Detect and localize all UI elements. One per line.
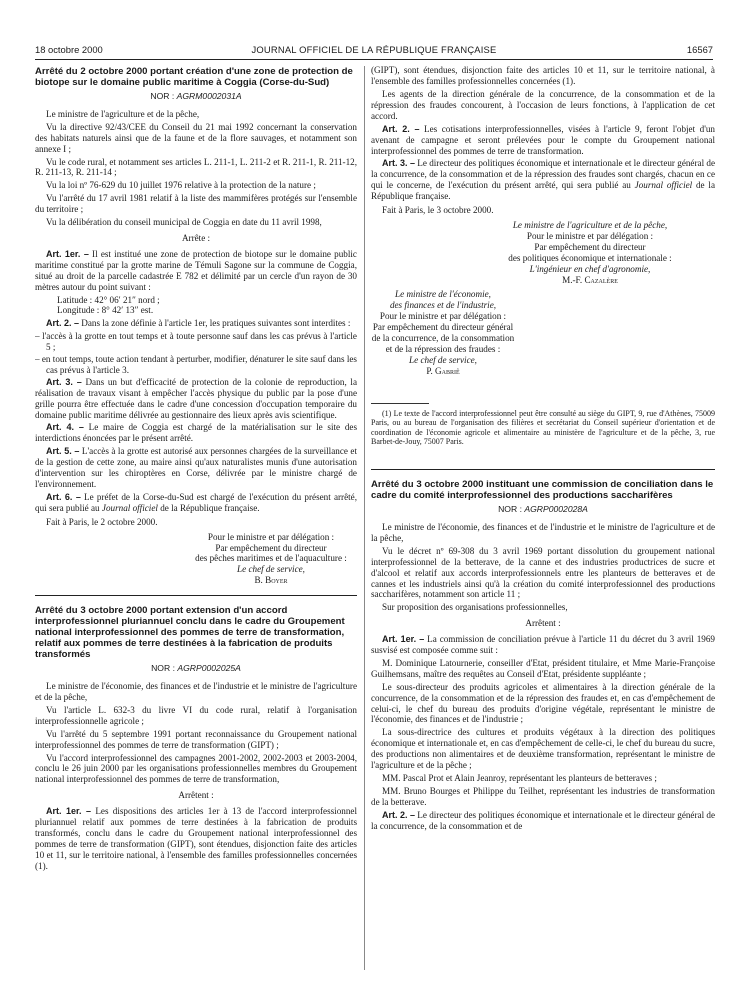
member-paragraph: MM. Bruno Bourges et Philippe du Teilhet, représentant les industries de transformation de la betterave. bbox=[371, 785, 715, 807]
article-1-continuation: (GIPT), sont étendues, disjonction faite des articles 10 et 11, sur le territoire national, à l'ensemble des familles professionnelles concernées (1). bbox=[371, 66, 715, 87]
list-item: – l'accès à la grotte en tout temps et à toute personne sauf dans les cas prévus à l'article 5 ; bbox=[35, 331, 357, 353]
article-3: Art. 3. – Dans un but d'efficacité de protection de la colonie de reproduction, la réalisation de travaux visant à empêcher l'accès physique du public par la pose d'une grille pourra être effectuée dans le cadre d'une concession d'occupation temporaire du domaine public maritime délivrée au gestionnaire des lieux après avis scientifique. bbox=[35, 376, 357, 420]
member-paragraph: La sous-directrice des cultures et produits végétaux à la direction des politiques économique et internationale et, en cas d'empêchement de celle-ci, le chef du bureau du sucre, des productions non alimentaires et de deuxième transformation, représentant le ministre de l'agriculture et de la pêche ; bbox=[371, 727, 715, 771]
longitude: Longitude : 8° 42′ 13″ est. bbox=[57, 305, 154, 316]
arrete-heading: Arrêtent : bbox=[178, 790, 214, 801]
arrete-heading: Arrêtent : bbox=[525, 618, 561, 629]
member-paragraph: M. Dominique Latournerie, conseiller d'Etat, président titulaire, et Mme Marie-Françoise Guilhemsans, maître des requêtes au Conseil d'Etat, présidente suppléante ; bbox=[371, 657, 715, 679]
signature-block-agriculture: Le ministre de l'agriculture et de la pêche, Pour le ministre et par délégation : Par empêchement du directeur des politiques économique et internationale : L'ingénieur en chef d'agronomie, M.-F. Cazalère bbox=[508, 220, 672, 285]
footnote: (1) Le texte de l'accord interprofessionnel peut être consulté au siège du GIPT, 9, rue d'Athènes, 75009 Paris, ou au bureau de l'organisation des filières et secrétariat du Conseil supérieur d'orientation et de coordination de l'économie agricole et alimentaire au ministère de l'agriculture et de la pêche, 3, rue Barbet-de-Jouy, 75007 Paris. bbox=[371, 408, 715, 447]
arrete-title: Arrêté du 3 octobre 2000 instituant une commission de conciliation dans le cadre du comité interprofessionnel des productions saccharifères bbox=[371, 479, 714, 502]
visa: Vu l'arrêté du 17 avril 1981 relatif à la liste des mammifères protégés sur l'ensemble du territoire ; bbox=[35, 193, 357, 215]
header-rule bbox=[35, 59, 713, 60]
visa: Le ministre de l'économie, des finances et de l'industrie et le ministre de l'agriculture et de la pêche, bbox=[371, 521, 715, 543]
article-2: Art. 2. – Le directeur des politiques économique et internationale et le directeur général de la concurrence, de la consommation et de bbox=[371, 809, 715, 831]
visa: Le ministre de l'économie, des finances et de l'industrie et le ministre de l'agriculture et de la pêche, bbox=[35, 681, 357, 702]
visa: Vu le code rural, et notamment ses articles L. 211-1, L. 211-2 et R. 211-1, R. 211-12, R. 211-13, R. 211-14 ; bbox=[35, 156, 357, 178]
member-paragraph: Le sous-directeur des produits agricoles et alimentaires à la direction générale de la concurrence, de la consommation et de la répression des fraudes et, en cas d'empêchement de celui-ci, le chef du bureau des produits d'origine végétale, représentant le ministre de l'économie, des finances et de l'industrie ; bbox=[371, 681, 715, 725]
arrete-title: Arrêté du 3 octobre 2000 portant extension d'un accord interprofessionnel pluriannuel conclu dans le cadre du Groupement national interprofessionnel des pommes de terre de transformation, relatif aux pommes de terre destinées à la fabrication de produits transformés bbox=[35, 605, 345, 661]
arrete-pommes-de-terre-continued bbox=[371, 66, 715, 447]
article-3: Art. 3. – Le directeur des politiques économique et internationale et le directeur général de la concurrence, de la consommation et de la répression des fraudes sont chargés, chacun en ce qui le concerne, de l'exécution du présent arrêté, qui sera publié au Journal officiel de la République française. bbox=[371, 158, 715, 202]
column-divider bbox=[364, 66, 365, 970]
signature-date: Fait à Paris, le 2 octobre 2000. bbox=[46, 516, 158, 527]
article-1: Art. 1er. – Il est institué une zone de protection de biotope sur le domaine public maritime constitué par la grotte marine de Témuli Sagone sur la commune de Coggia, situé au droit de la parcelle cadastrée E 782 et délimité par un cercle d'un rayon de 30 mètres autour du point suivant : bbox=[35, 248, 357, 292]
section-separator bbox=[371, 469, 715, 470]
header-journal-title: JOURNAL OFFICIEL DE LA RÉPUBLIQUE FRANÇAISE bbox=[251, 44, 497, 55]
arrete-commission-conciliation bbox=[371, 479, 715, 831]
visa: Le ministre de l'agriculture et de la pêche, bbox=[46, 108, 200, 119]
arrete-pommes-de-terre bbox=[35, 605, 357, 871]
header-date: 18 octobre 2000 bbox=[35, 44, 103, 55]
latitude: Latitude : 42° 06′ 21″ nord ; bbox=[57, 294, 160, 305]
article-4: Art. 4. – Le maire de Coggia est chargé de la matérialisation sur le site des interdictions énoncées par le présent arrêté. bbox=[35, 422, 357, 444]
section-separator bbox=[35, 595, 357, 596]
article-6: Art. 6. – Le préfet de la Corse-du-Sud est chargé de l'exécution du présent arrêté, qui sera publié au Journal officiel de la République française. bbox=[35, 491, 357, 513]
nor-reference: NOR : AGRP0002028A bbox=[498, 504, 588, 515]
visa: Vu le décret nº 69-308 du 3 avril 1969 portant dissolution du groupement national interprofessionnel de la betterave, de la canne et des industries productrices de sucre et d'alcool et relatif aux accords interprofessionnels entre les planteurs de betteraves et de cannes et les industriels ainsi qu'à la création du comité interprofessionnel des productions saccharifères, notamment son article 11 ; bbox=[371, 545, 715, 600]
list-item: – en tout temps, toute action tendant à perturber, modifier, dénaturer le site sauf dans les cas prévus à l'article 3. bbox=[35, 354, 357, 375]
arrete-heading: Arrête : bbox=[181, 232, 211, 243]
right-column bbox=[371, 66, 715, 990]
signature-block: Pour le ministre et par délégation : Par empêchement du directeur des pêches maritimes et de l'aquaculture : Le chef de service, B. Boyer bbox=[195, 531, 347, 586]
visa: Vu l'accord interprofessionnel des campagnes 2001-2002, 2002-2003 et 2003-2004, conclu le 26 juin 2000 par les organisations professionnelles membres du Groupement national interprofessionnel des pommes de terre de transformation, bbox=[35, 752, 357, 785]
nor-reference: NOR : AGRP0002025A bbox=[151, 663, 241, 674]
visa: Vu la directive 92/43/CEE du Conseil du 21 mai 1992 concernant la conservation des habitats naturels ainsi que de la faune et de la flore sauvages, et notamment son annexe I ; bbox=[35, 121, 357, 154]
page-header bbox=[35, 44, 713, 58]
article-2: Art. 2. – Dans la zone définie à l'article 1er, les pratiques suivantes sont interdites : bbox=[46, 318, 351, 329]
signature-block-economie: Le ministre de l'économie, des finances et de l'industrie, Pour le ministre et par délégation : Par empêchement du directeur général de la concurrence, de la consommation et de la répression des fraudes : Le chef de service, P. Gabriê bbox=[371, 289, 515, 376]
article-1-start: Art. 1er. – Les dispositions des articles 1er à 13 de l'accord interprofessionnel pluriannuel relatif aux pommes de terre destinées à la fabrication de produits transformés, conclu dans le cadre du Groupement national interprofessionnel des pommes de terre de transformation (GIPT), sont étendues, disjonction faite des articles 10 et 11, sur le territoire national, à l'ensemble des familles professionnelles concernées (1). bbox=[35, 806, 357, 871]
member-paragraph: MM. Pascal Prot et Alain Jeanroy, représentant les planteurs de betteraves ; bbox=[382, 773, 657, 783]
arrete-title: Arrêté du 2 octobre 2000 portant création d'une zone de protection de biotope sur le domaine public maritime à Coggia (Corse-du-Sud) bbox=[35, 66, 353, 88]
article-1: Art. 1er. – La commission de conciliation prévue à l'article 11 du décret du 3 avril 1969 susvisé est composée comme suit : bbox=[371, 634, 715, 656]
nor-reference: NOR : AGRM0002031A bbox=[150, 91, 242, 101]
left-column bbox=[35, 66, 357, 990]
visa: Sur proposition des organisations professionnelles, bbox=[382, 602, 568, 613]
visa: Vu l'article L. 632-3 du livre VI du code rural, relatif à l'organisation interprofessionnelle agricole ; bbox=[35, 704, 357, 726]
article-5: Art. 5. – L'accès à la grotte est autorisé aux personnes chargées de la surveillance et de la gestion de cette zone, au maire ainsi qu'aux naturalistes munis d'une autorisation d'intervention sur les chiroptères en Corse, délivrée par le ministre chargé de l'environnement. bbox=[35, 446, 357, 489]
article-2: Art. 2. – Les cotisations interprofessionnelles, visées à l'article 9, feront l'objet d'un avenant de campagne et seront prélevées pour le compte du Groupement national interprofessionnel des pommes de terre de transformation. bbox=[371, 123, 715, 156]
visa: Vu la délibération du conseil municipal de Coggia en date du 11 avril 1998, bbox=[46, 217, 322, 228]
header-page-number: 16567 bbox=[686, 44, 713, 55]
arrete-coggia bbox=[35, 66, 357, 586]
footnote-separator bbox=[371, 403, 429, 404]
visa: Vu l'arrêté du 5 septembre 1991 portant reconnaissance du Groupement national interprofessionnel des pommes de terre de transformation (GIPT) ; bbox=[35, 728, 357, 750]
visa: Vu la loi nº 76-629 du 10 juillet 1976 relative à la protection de la nature ; bbox=[46, 180, 316, 191]
signature-date: Fait à Paris, le 3 octobre 2000. bbox=[382, 205, 494, 216]
agents-paragraph: Les agents de la direction générale de la concurrence, de la consommation et de la répression des fraudes concourent, à l'occasion de leurs fonctions, à l'application de cet accord. bbox=[371, 89, 715, 121]
